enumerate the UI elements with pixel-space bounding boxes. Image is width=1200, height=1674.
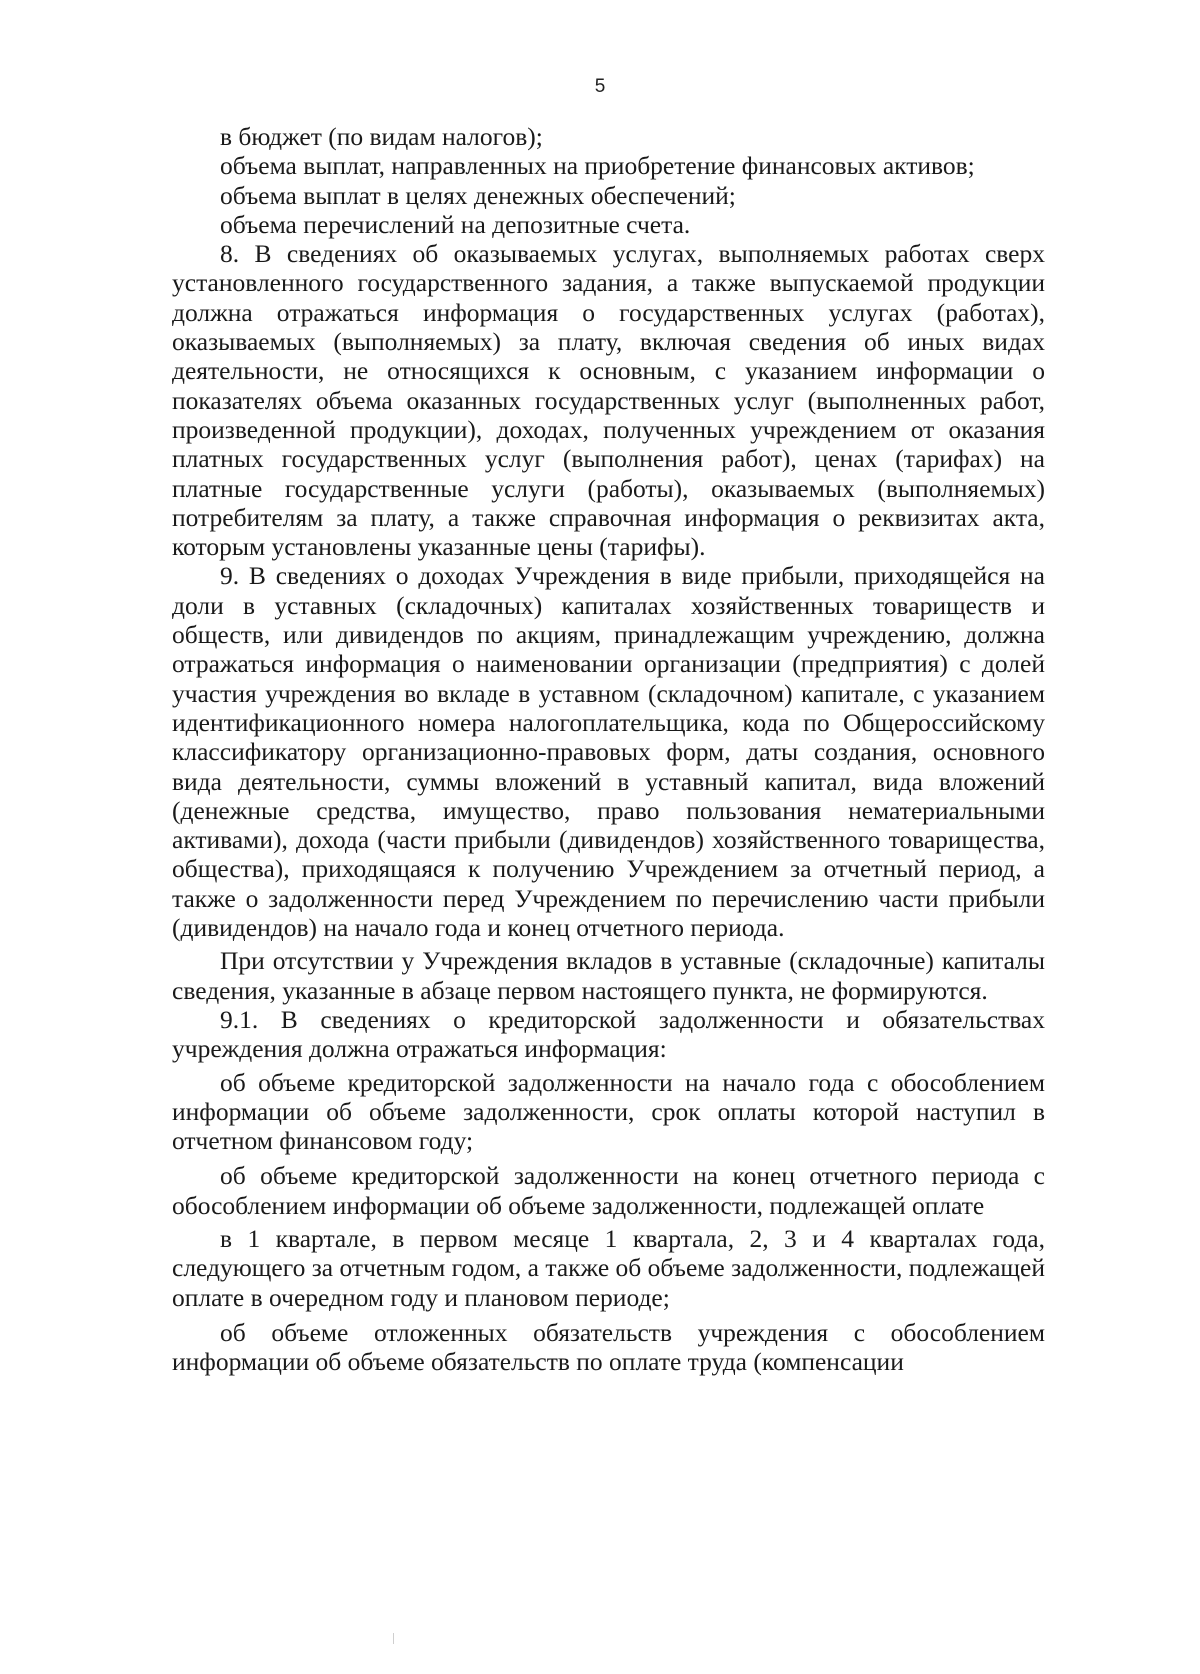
document-body — [172, 122, 1045, 1376]
scan-artifact-mark — [393, 1633, 394, 1644]
paragraph-budget-line: в бюджет (по видам налогов); — [220, 122, 543, 151]
paragraph-item-9: 9. В сведениях о доходах Учреждения в виде прибыли, приходящейся на доли в уставных (складочных) капиталах хозяйственных товариществ и обществ, или дивидендов по акциям, принадлежащим учреждению, должна отражаться информация о наименовании организации (предприятия) с долей участия учреждения во вкладе в уставном (складочном) капитале, с указанием идентификационного номера налогоплательщика, кода по Общероссийскому классификатору организационно-правовых форм, даты создания, основного вида деятельности, суммы вложений в уставный капитал, вида вложений (денежные средства, имущество, право пользования нематериальными активами), дохода (части прибыли (дивидендов) хозяйственного товарищества, общества), приходящаяся к получению Учреждением за отчетный период, а также о задолженности перед Учреждением по перечислению части прибыли (дивидендов) на начало года и конец отчетного периода. — [172, 561, 1045, 943]
paragraph-monetary-provision: объема выплат в целях денежных обеспечений; — [220, 180, 736, 210]
paragraph-quarters: в 1 квартале, в первом месяце 1 квартала, 2, 3 и 4 кварталах года, следующего за отчетным годом, а также об объеме задолженности, подлежащей оплате в очередном году и плановом периоде; — [172, 1223, 1045, 1312]
paragraph-item-9-absence: При отсутствии у Учреждения вкладов в уставные (складочные) капиталы сведения, указанные в абзаце первом настоящего пункта, не формируются. — [172, 946, 1045, 1005]
page-number: 5 — [594, 76, 606, 97]
paragraph-deferred-obligations: об объеме отложенных обязательств учреждения с обособлением информации об объеме обязательств по оплате труда (компенсации — [172, 1317, 1045, 1377]
paragraph-debt-end-of-period: об объеме кредиторской задолженности на конец отчетного периода с обособлением информации об объеме задолженности, подлежащей оплате — [172, 1161, 1045, 1220]
paragraph-item-9-1: 9.1. В сведениях о кредиторской задолженности и обязательствах учреждения должна отражаться информация: — [172, 1004, 1045, 1064]
paragraph-item-8: 8. В сведениях об оказываемых услугах, выполняемых работах сверх установленного государственного задания, а также выпускаемой продукции должна отражаться информация о государственных услугах (работах), оказываемых (выполняемых) за плату, включая сведения об иных видах деятельности, не относящихся к основным, с указанием информации о показателях объема оказанных государственных услуг (выполненных работ, произведенной продукции), доходах, полученных учреждением от оказания платных государственных услуг (выполнения работ), ценах (тарифах) на платные государственные услуги (работы), оказываемых (выполняемых) потребителям за плату, а также справочная информация о реквизитах акта, которым установлены указанные цены (тарифы). — [172, 239, 1045, 562]
paragraph-debt-start-of-year: об объеме кредиторской задолженности на начало года с обособлением информации об объеме задолженности, срок оплаты которой наступил в отчетном финансовом году; — [172, 1067, 1045, 1156]
paragraph-financial-assets: объема выплат, направленных на приобретение финансовых активов; — [220, 151, 975, 181]
paragraph-deposit-accounts: объема перечислений на депозитные счета. — [220, 209, 691, 239]
